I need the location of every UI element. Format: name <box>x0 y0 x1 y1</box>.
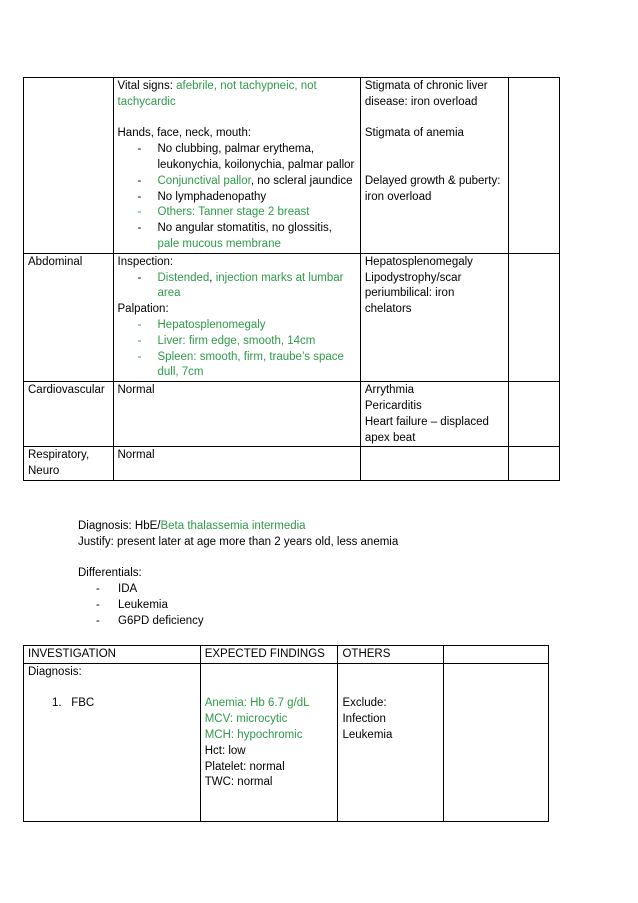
table-header-row <box>24 646 549 664</box>
justify-text: Justify: present later at age more than 2 years old, less anemia <box>78 535 399 548</box>
list-item: - No angular stomatitis, no glossitis, pale mucous membrane <box>138 221 356 253</box>
list-item: - Liver: firm edge, smooth, 14cm <box>138 334 356 350</box>
table-row <box>24 253 560 381</box>
investigation-cell: Diagnosis: 1. FBC <box>24 663 201 821</box>
header-expected-findings: EXPECTED FINDINGS <box>200 646 338 664</box>
list-item: - Spleen: smooth, firm, traube’s space dull, 7cm <box>138 350 356 382</box>
header-others: OTHERS <box>338 646 444 664</box>
notes-cell <box>360 447 508 481</box>
findings-cell: Anemia: Hb 6.7 g/dL MCV: microcytic MCH: hypochromic Hct: low Platelet: normal TWC: normal <box>200 663 338 821</box>
list-item: - G6PD deficiency <box>96 614 398 630</box>
others-cell: Exclude: Infection Leukemia <box>338 663 444 821</box>
list-item: - Hepatosplenomegaly <box>138 318 356 334</box>
hands-list <box>118 142 356 253</box>
notes-cell: Stigmata of chronic liver disease: iron overload Stigmata of anemia Delayed growth & puberty: iron overload <box>360 78 508 254</box>
table-row <box>24 447 560 481</box>
item-name: FBC <box>71 697 95 710</box>
system-cell: Cardiovascular <box>24 382 114 447</box>
examination-table <box>23 77 560 481</box>
table-row <box>24 382 560 447</box>
differentials-list <box>78 582 398 629</box>
empty-cell <box>508 253 559 381</box>
list-item: - No clubbing, palmar erythema, leukonychia, koilonychia, palmar pallor <box>138 142 356 174</box>
findings-cell <box>113 78 360 254</box>
findings-cell: Normal <box>113 382 360 447</box>
list-item: - Others: Tanner stage 2 breast <box>138 205 356 221</box>
item-number: 1. <box>52 697 62 710</box>
list-item: - Leukemia <box>96 598 398 614</box>
list-item: - No lymphadenopathy <box>138 190 356 206</box>
table-row <box>24 78 560 254</box>
empty-cell <box>508 78 559 254</box>
system-cell: Abdominal <box>24 253 114 381</box>
investigation-table <box>23 645 549 822</box>
list-item: - Conjunctival pallor, no scleral jaundice <box>138 174 356 190</box>
diagnosis-value: Beta thalassemia intermedia <box>160 520 306 532</box>
list-item: - IDA <box>96 582 398 598</box>
differentials-label: Differentials: <box>78 567 142 580</box>
diagnosis-section <box>78 519 398 630</box>
system-cell: Respiratory, Neuro <box>24 447 114 481</box>
empty-cell <box>508 382 559 447</box>
vital-value: afebrile, not tachypneic, not tachycardic <box>117 80 317 108</box>
diagnosis-label: Diagnosis: HbE/ <box>78 520 161 532</box>
findings-cell: Normal <box>113 447 360 481</box>
header-investigation: INVESTIGATION <box>24 646 201 664</box>
findings-cell: Inspection: - Distended, injection marks at lumbar area Palpation: - Hepatosplenomegaly - Liver: firm edge, smooth, 14cm - Spleen: smooth, firm, traube’s space dull, 7cm <box>113 253 360 381</box>
system-cell <box>24 78 114 254</box>
hands-heading: Hands, face, neck, mouth: <box>117 127 252 140</box>
list-item: - Distended, injection marks at lumbar area <box>138 271 356 303</box>
header-empty <box>444 646 549 664</box>
empty-cell <box>444 663 549 821</box>
table-row <box>24 663 549 821</box>
empty-cell <box>508 447 559 481</box>
notes-cell: Arrythmia Pericarditis Heart failure – displaced apex beat <box>360 382 508 447</box>
notes-cell: Hepatosplenomegaly Lipodystrophy/scar periumbilical: iron chelators <box>360 253 508 381</box>
vital-label: Vital signs: <box>117 80 177 92</box>
